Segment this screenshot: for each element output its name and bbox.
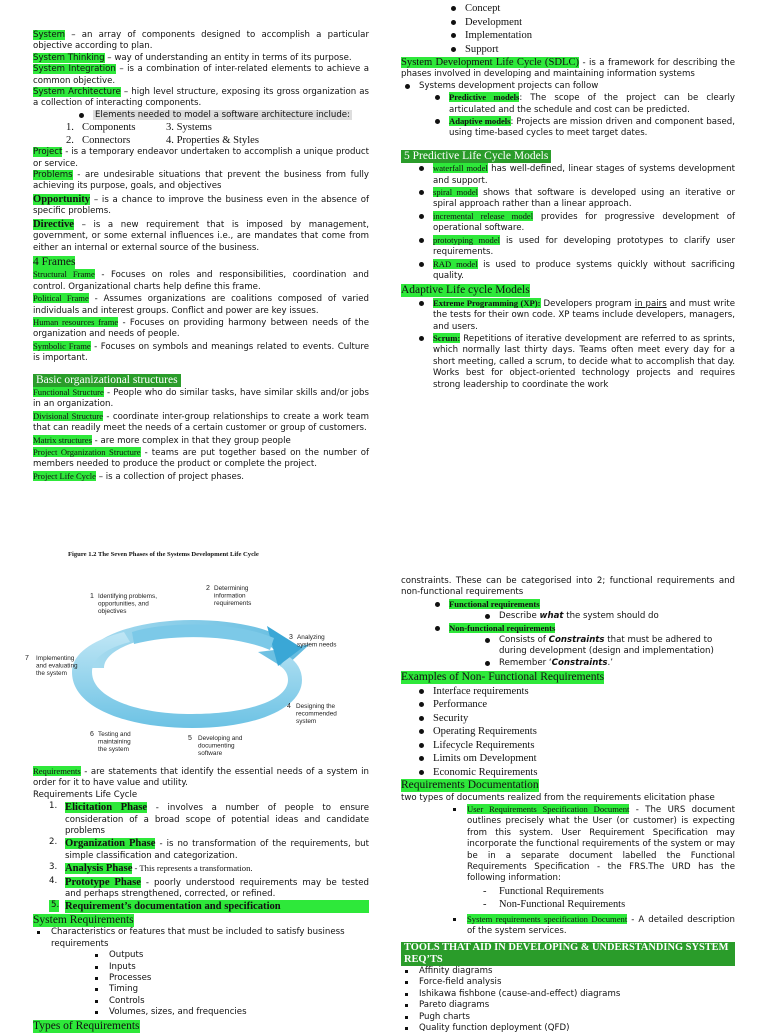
left-column-bottom [33,766,369,1033]
requirements-definition: Requirements - are statements that identify the essential needs of a system in order for it to have value and utility. [33,766,369,789]
system-requirements-list [33,927,369,1018]
def-system-integration: System Integration – is a combination of inter-related elements to achieve a common objective. [33,64,369,86]
frames-block [33,269,369,364]
phase-3-label: Analyzing system needs [297,634,337,649]
list-item: Lifecycle Requirements [401,739,735,753]
figure-caption: Figure 1.2 The Seven Phases of the Systems Development Life Cycle [68,551,259,558]
list-item: Systems development projects can follow [401,81,735,92]
frame-human-resources: Human resources frame - Focuses on providing harmony between needs of the organization and needs of people. [33,316,369,340]
list-item: Interface requirements [401,685,735,699]
list-item: Affinity diagrams [401,966,735,977]
phase-2-num: 2 [206,585,210,592]
list-item: Operating Requirements [401,725,735,739]
list-item: Inputs [33,962,369,973]
list-item: RAD model is used to produce systems quickly without sacrificing quality. [401,259,735,283]
def-system-architecture: System Architecture – high level structure, exposing its gross organization as a collection of interacting components. [33,87,369,109]
list-item: Scrum: Repetitions of iterative development are referred to as sprints, which normally last thirty days. Teams often meet every day for a short meeting, called a scrum, to decide what to accomplish that day. Works best for object-oriented technology projects and requires strong leadership to coordinate the work [401,333,735,391]
list-item: Support [401,43,735,57]
sdlc-list [401,81,735,140]
structures-heading: Basic organizational structures [33,374,181,387]
list-item: Functional requirements [401,599,735,611]
frames-heading: 4 Frames [33,255,76,268]
phase-7-label: Implementing and evaluating the system [36,655,78,677]
list-item: 5. Requirement’s documentation and specification [33,900,369,913]
list-item: - Functional Requirements [401,885,735,898]
requirements-life-cycle-label: Requirements Life Cycle [33,789,138,800]
def-project: Project - is a temporary endeavor undertaken to accomplish a unique product or service. [33,147,369,169]
list-item: 2. Organization Phase - is no transformation of the requirements, but simple classification and categorization. [49,837,369,861]
def-problems: Problems - are undesirable situations that prevent the business from fully achieving its purpose, goals, and objectives [33,170,369,192]
list-item: Volumes, sizes, and frequencies [33,1007,369,1018]
list-item: System requirements specification Document - A detailed description of the system services. [401,914,735,938]
list-item: Force-field analysis [401,977,735,988]
list-item: Describe what the system should do [401,611,735,622]
system-requirements-heading: System Requirements [33,913,134,926]
elements-grid [33,121,369,147]
list-item: Adaptive models: Projects are mission driven and component based, using time-based cycles to meet target dates. [401,116,735,140]
phase-7-num: 7 [25,655,29,662]
list-item: Limits om Development [401,752,735,766]
list-item: prototyping model is used for developing prototypes to clarify user requirements. [401,235,735,259]
elements-list [33,110,369,121]
structure-divisional: Divisional Structure - coordinate inter-group relationships to create a work team that can readily meet the needs of a certain customer or group of customers. [33,410,369,434]
list-item: Extreme Programming (XP): Developers program in pairs and must write the tests for their own code. XP teams include developers, managers, and users. [401,298,735,333]
frame-symbolic: Symbolic Frame - Focuses on symbols and meanings related to events. Culture is important. [33,340,369,364]
list-item: waterfall model has well-defined, linear stages of systems development and support. [401,163,735,187]
structures-block [33,387,369,483]
structure-project-organization: Project Organization Structure - teams are put together based on the number of members needed to produce the product or complete the project. [33,447,369,470]
list-item: Concept [401,2,735,16]
documentation-intro: two types of documents realized from the requirements elicitation phase [401,792,715,803]
phase-4-num: 4 [287,703,291,710]
list-item: Controls [33,996,369,1007]
phase-5-num: 5 [188,735,192,742]
left-column-top [33,30,369,483]
frame-structural: Structural Frame - Focuses on roles and responsibilities, coordination and control. Organizational charts help define this frame. [33,269,369,292]
list-item: Predictive models: The scope of the project can be clearly articulated and the schedule and cost can be predicted. [401,92,735,116]
tools-heading: TOOLS THAT AID IN DEVELOPING & UNDERSTANDING SYSTEM REQ’TS [401,942,735,966]
list-item: 2. Connectors 4. Properties & Styles [66,135,259,147]
list-item: Processes [33,973,369,984]
list-item: 4. Prototype Phase - poorly understood requirements may be tested and perhaps strengthened, corrected, or refined. [49,875,370,900]
phase-4-label: Designing the recommended system [296,703,337,725]
constraints-intro: constraints. These can be categorised into 2; functional requirements and non-functional requirements [401,576,735,598]
list-item: Ishikawa fishbone (cause-and-effect) diagrams [401,989,735,1000]
list-item: Elements needed to model a software architecture include: [61,110,369,121]
right-column-top [401,3,736,391]
list-item: Consists of Constraints that must be adhered to during development (design and implementation) [401,635,735,658]
defs-block-1 [33,30,369,110]
documentation-list [401,804,735,938]
def-directive: Directive – is a new requirement that is imposed by management, government, or some external influences i.e., are mandates that come from either an internal or external source of the business. [33,218,369,253]
list-item: Pugh charts [401,1012,735,1023]
list-item: Non-functional requirements [401,623,735,635]
list-item: spiral model shows that software is developed using an iterative or spiral approach rather than a linear approach. [401,187,735,211]
phase-3-num: 3 [289,634,293,641]
phase-5-label: Developing and documenting software [198,735,243,757]
list-item: Characteristics or features that must be included to satisfy business requirements [33,927,369,950]
list-item: incremental release model provides for progressive development of operational software. [401,211,735,235]
predictive-heading: 5 Predictive Life Cycle Models [401,150,551,163]
list-item: 3. Analysis Phase - This represents a transformation. [49,862,253,875]
types-of-requirements-heading: Types of Requirements [33,1019,140,1032]
list-item: Remember ‘Constraints.’ [401,658,735,669]
requirements-documentation-heading: Requirements Documentation [401,779,539,792]
examples-list [401,685,735,780]
functional-list [401,599,735,669]
structure-matrix: Matrix structures - are more complex in that they group people [33,434,291,446]
adaptive-list [401,298,735,391]
phase-1-num: 1 [90,593,94,600]
defs-block-2 [33,147,369,254]
sdlc-cycle-figure [12,540,368,772]
def-system: System – an array of components designed to accomplish a particular objective according to plan. [33,30,369,52]
list-item: Quality function deployment (QFD) [401,1023,735,1034]
sdlc-definition: System Development Life Cycle (SDLC) - is a framework for describing the phases involved in developing and maintaining information systems [401,57,735,80]
phase-1-label: Identifying problems, opportunities, and objectives [98,593,157,615]
list-item: User Requirements Specification Document - The URS document outlines precisely what the User (or customer) is expecting from this system. User Requirement Specification may incorporate the functional requirements of the system or may be in a separate document labelled the Functional Requirements Specification - the FRS.The URD has the following information: [401,804,735,885]
list-item: Economic Requirements [401,766,735,780]
right-column-bottom [401,576,735,1034]
list-item: 1. Elicitation Phase - involves a number of people to ensure consideration of a broad scope of potential ideas and candidate problems [49,801,369,837]
requirements-phases [33,801,369,914]
phase-6-num: 6 [90,731,94,738]
frame-political: Political Frame - Assumes organizations are coalitions composed of varied individuals and interest groups. Conflict and power are key issues. [33,293,369,316]
phase-list [401,2,735,56]
list-item: 1. Components 3. Systems [66,122,212,134]
def-system-thinking: System Thinking – way of understanding an entity in terms of its purpose. [33,52,352,63]
examples-heading: Examples of Non- Functional Requirements [401,671,605,684]
structure-project-life-cycle: Project Life Cycle – is a collection of project phases. [33,470,245,482]
list-item: Performance [401,698,735,712]
adaptive-heading: Adaptive Life cycle Models [401,284,530,297]
list-item: Outputs [33,950,369,961]
list-item: Pareto diagrams [401,1000,735,1011]
predictive-list [401,163,735,282]
structure-functional: Functional Structure - People who do similar tasks, have similar skills and/or jobs in an organization. [33,386,369,410]
list-item: - Non-Functional Requirements [401,898,735,911]
list-item: Implementation [401,29,735,43]
def-opportunity: Opportunity – is a chance to improve the business even in the absence of specific problems. [33,193,369,217]
list-item: Security [401,712,735,726]
phase-6-label: Testing and maintaining the system [98,731,131,753]
list-item: Development [401,16,735,30]
phase-2-label: Determining information requirements [214,585,252,607]
list-item: Timing [33,984,369,995]
